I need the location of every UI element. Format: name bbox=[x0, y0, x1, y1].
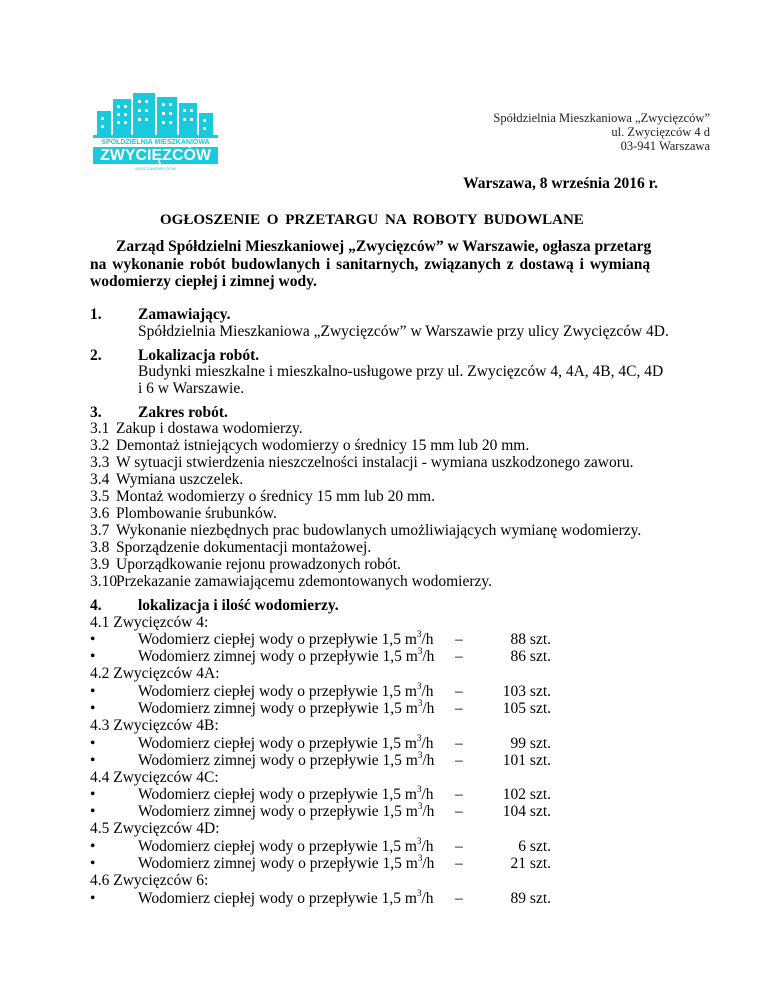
scope-item-text: Wykonanie niezbędnych prac budowlanych umożliwiających wymianę wodomierzy. bbox=[116, 522, 642, 539]
scope-item-number: 3.3 bbox=[90, 454, 110, 471]
hot-quantity: 103 szt. bbox=[502, 683, 551, 700]
hot-quantity: 89 szt. bbox=[510, 890, 551, 907]
hot-water-text: Wodomierz ciepłej wody o przepływie 1,5 m bbox=[138, 786, 417, 803]
location-label: 4.2 Zwycięzców 4A: bbox=[90, 665, 220, 682]
intro-line-1: Zarząd Spółdzielni Mieszkaniowej „Zwycięzców” w Warszawie, ogłasza przetarg bbox=[116, 238, 652, 255]
unit-per-hour: /h bbox=[421, 890, 434, 907]
unit-superscript: 3 bbox=[416, 732, 422, 743]
cold-water-text: Wodomierz zimnej wody o przepływie 1,5 m bbox=[138, 648, 418, 665]
section-2-number: 2. bbox=[90, 347, 102, 364]
location-label: 4.1 Zwycięzców 4: bbox=[90, 614, 209, 631]
section-1-number: 1. bbox=[90, 306, 102, 323]
bullet: • bbox=[90, 855, 96, 872]
section-2-text-line-1: Budynki mieszkalne i mieszkalno-usługowe przy ul. Zwycięzców 4, 4A, 4B, 4C, 4D bbox=[138, 363, 664, 380]
address-line-3: 03-941 Warszawa bbox=[620, 139, 710, 153]
bullet: • bbox=[90, 683, 96, 700]
hot-water-meter-label bbox=[138, 783, 434, 804]
scope-item-number: 3.1 bbox=[90, 420, 110, 437]
dash: – bbox=[455, 683, 463, 700]
intro-line-3: wodomierzy ciepłej i zimnej wody. bbox=[90, 273, 317, 290]
bullet: • bbox=[90, 735, 96, 752]
cooperative-logo bbox=[93, 91, 218, 175]
bullet: • bbox=[90, 752, 96, 769]
unit-superscript: 3 bbox=[417, 697, 423, 708]
hot-water-text: Wodomierz ciepłej wody o przepływie 1,5 m bbox=[138, 631, 417, 648]
unit-per-hour: /h bbox=[422, 855, 435, 872]
cold-water-meter-label bbox=[138, 645, 435, 666]
hot-quantity: 102 szt. bbox=[502, 786, 551, 803]
bullet: • bbox=[90, 631, 96, 648]
hot-water-text: Wodomierz ciepłej wody o przepływie 1,5 m bbox=[138, 683, 417, 700]
hot-water-meter-label bbox=[138, 680, 434, 701]
dash: – bbox=[455, 855, 463, 872]
section-3-heading: Zakres robót. bbox=[138, 404, 228, 421]
cold-water-text: Wodomierz zimnej wody o przepływie 1,5 m bbox=[138, 855, 418, 872]
cold-water-text: Wodomierz zimnej wody o przepływie 1,5 m bbox=[138, 803, 418, 820]
address-line-1: Spółdzielnia Mieszkaniowa „Zwycięzców” bbox=[493, 111, 710, 125]
unit-per-hour: /h bbox=[422, 752, 435, 769]
cold-water-text: Wodomierz zimnej wody o przepływie 1,5 m bbox=[138, 700, 418, 717]
cold-quantity: 21 szt. bbox=[510, 855, 551, 872]
section-4-number: 4. bbox=[90, 597, 102, 614]
cold-water-meter-label bbox=[138, 800, 435, 821]
dash: – bbox=[455, 838, 463, 855]
scope-item-number: 3.7 bbox=[90, 522, 110, 539]
hot-water-meter-label bbox=[138, 628, 434, 649]
dash: – bbox=[455, 648, 463, 665]
document-title: OGŁOSZENIE O PRZETARGU NA ROBOTY BUDOWLANE bbox=[160, 212, 584, 228]
location-label: 4.4 Zwycięzców 4C: bbox=[90, 769, 219, 786]
cold-water-meter-label bbox=[138, 697, 435, 718]
scope-item-text: Plombowanie śrubunków. bbox=[116, 505, 277, 522]
section-1-text: Spółdzielnia Mieszkaniowa „Zwycięzców” w Warszawie przy ulicy Zwycięzców 4D. bbox=[138, 323, 669, 340]
unit-superscript: 3 bbox=[416, 835, 422, 846]
location-label: 4.3 Zwycięzców 4B: bbox=[90, 717, 219, 734]
unit-per-hour: /h bbox=[421, 683, 434, 700]
scope-item-number: 3.5 bbox=[90, 488, 110, 505]
unit-superscript: 3 bbox=[417, 852, 423, 863]
hot-water-meter-label bbox=[138, 835, 434, 856]
section-2-heading: Lokalizacja robót. bbox=[138, 347, 260, 364]
unit-per-hour: /h bbox=[422, 803, 435, 820]
cold-water-meter-label bbox=[138, 749, 435, 770]
bullet: • bbox=[90, 890, 96, 907]
bullet: • bbox=[90, 803, 96, 820]
dash: – bbox=[455, 700, 463, 717]
hot-quantity: 6 szt. bbox=[518, 838, 551, 855]
section-2-text-line-2: i 6 w Warszawie. bbox=[138, 380, 245, 397]
dash: – bbox=[455, 786, 463, 803]
bullet: • bbox=[90, 700, 96, 717]
hot-water-meter-label bbox=[138, 887, 434, 908]
hot-water-text: Wodomierz ciepłej wody o przepływie 1,5 m bbox=[138, 735, 417, 752]
scope-item-number: 3.9 bbox=[90, 556, 110, 573]
logo-name-line1: SPÓŁDZIELNIA MIESZKANIOWA bbox=[101, 139, 210, 146]
hot-water-text: Wodomierz ciepłej wody o przepływie 1,5 m bbox=[138, 838, 417, 855]
unit-superscript: 3 bbox=[417, 645, 423, 656]
intro-line-2: na wykonanie robót budowlanych i sanitarnych, związanych z dostawą i wymianą bbox=[90, 256, 651, 273]
dash: – bbox=[455, 631, 463, 648]
hot-quantity: 88 szt. bbox=[510, 631, 551, 648]
section-4-heading: lokalizacja i ilość wodomierzy. bbox=[138, 597, 339, 614]
dash: – bbox=[455, 752, 463, 769]
dash: – bbox=[455, 890, 463, 907]
unit-per-hour: /h bbox=[421, 838, 434, 855]
unit-superscript: 3 bbox=[416, 887, 422, 898]
cold-quantity: 104 szt. bbox=[502, 803, 551, 820]
address-line-2: ul. Zwycięzców 4 d bbox=[611, 125, 710, 139]
scope-item-text: Uporządkowanie rejonu prowadzonych robót. bbox=[116, 556, 401, 573]
scope-item-text: Zakup i dostawa wodomierzy. bbox=[116, 420, 303, 437]
unit-superscript: 3 bbox=[416, 680, 422, 691]
scope-item-text: Sporządzenie dokumentacji montażowej. bbox=[116, 539, 372, 556]
logo-tagline: NASZ ZAUFANY DOM bbox=[135, 166, 176, 171]
cold-quantity: 86 szt. bbox=[510, 648, 551, 665]
scope-item-number: 3.2 bbox=[90, 437, 110, 454]
hot-quantity: 99 szt. bbox=[510, 735, 551, 752]
unit-superscript: 3 bbox=[417, 749, 423, 760]
scope-item-text: Montaż wodomierzy o średnicy 15 mm lub 20 mm. bbox=[116, 488, 435, 505]
scope-item-text: Wymiana uszczelek. bbox=[116, 471, 244, 488]
scope-item-text: Przekazanie zamawiającemu zdemontowanych wodomierzy. bbox=[116, 573, 492, 590]
document-date: Warszawa, 8 września 2016 r. bbox=[463, 175, 658, 192]
section-3-number: 3. bbox=[90, 404, 102, 421]
bullet: • bbox=[90, 786, 96, 803]
unit-per-hour: /h bbox=[422, 648, 435, 665]
scope-item-number: 3.10 bbox=[90, 573, 118, 590]
scope-item-number: 3.6 bbox=[90, 505, 110, 522]
dash: – bbox=[455, 735, 463, 752]
location-label: 4.5 Zwycięzców 4D: bbox=[90, 820, 220, 837]
unit-per-hour: /h bbox=[421, 631, 434, 648]
unit-per-hour: /h bbox=[421, 735, 434, 752]
unit-superscript: 3 bbox=[417, 800, 423, 811]
sender-address bbox=[493, 111, 710, 153]
scope-item-text: W sytuacji stwierdzenia nieszczelności instalacji - wymiana uszkodzonego zaworu. bbox=[116, 454, 634, 471]
unit-per-hour: /h bbox=[422, 700, 435, 717]
unit-per-hour: /h bbox=[421, 786, 434, 803]
cold-water-text: Wodomierz zimnej wody o przepływie 1,5 m bbox=[138, 752, 418, 769]
hot-water-text: Wodomierz ciepłej wody o przepływie 1,5 m bbox=[138, 890, 417, 907]
scope-item-number: 3.4 bbox=[90, 471, 110, 488]
bullet: • bbox=[90, 648, 96, 665]
cold-quantity: 101 szt. bbox=[502, 752, 551, 769]
section-1-heading: Zamawiający. bbox=[138, 306, 231, 323]
unit-superscript: 3 bbox=[416, 628, 422, 639]
scope-item-number: 3.8 bbox=[90, 539, 110, 556]
location-label: 4.6 Zwycięzców 6: bbox=[90, 872, 209, 889]
cold-quantity: 105 szt. bbox=[502, 700, 551, 717]
unit-superscript: 3 bbox=[416, 783, 422, 794]
cold-water-meter-label bbox=[138, 852, 435, 873]
dash: – bbox=[455, 803, 463, 820]
logo-name-line2: ZWYCIĘZCÓW bbox=[93, 147, 218, 164]
hot-water-meter-label bbox=[138, 732, 434, 753]
scope-item-text: Demontaż istniejących wodomierzy o średnicy 15 mm lub 20 mm. bbox=[116, 437, 530, 454]
bullet: • bbox=[90, 838, 96, 855]
